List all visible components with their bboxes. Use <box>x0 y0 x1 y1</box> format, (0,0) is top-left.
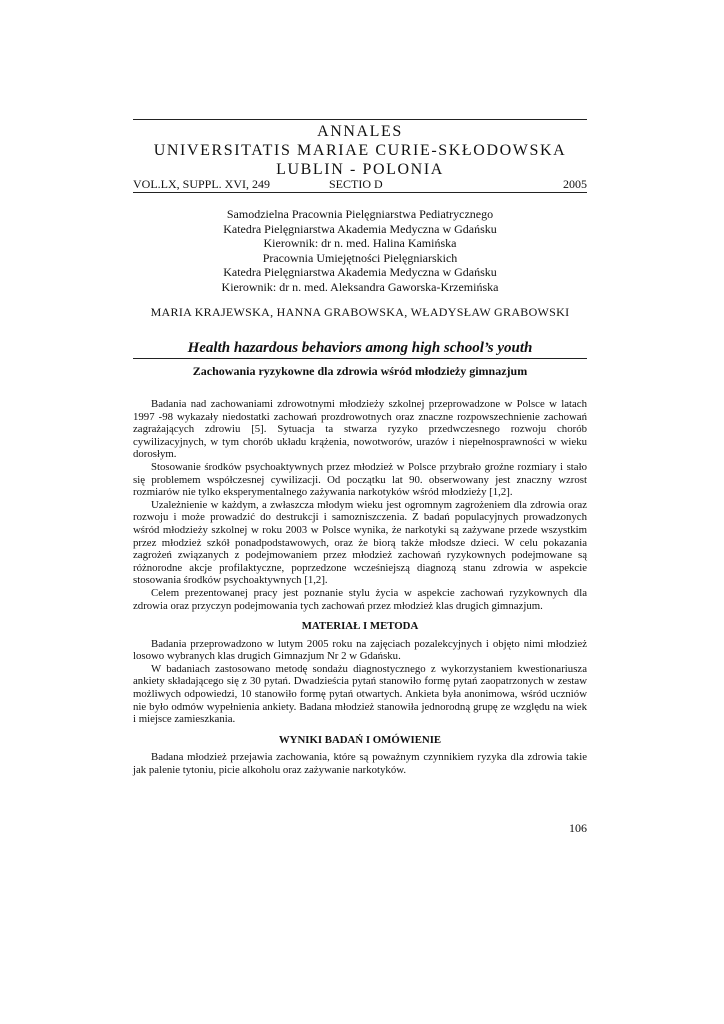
body-paragraph: Uzależnienie w każdym, a zwłaszcza młodym wieku jest ogromnym zagrożeniem dla zdrowia oraz rozwoju i może prowadzić do destrukcji i samozniszczenia. Z badań populacyjnych prowadzonych wśród młodzieży szkolnej w roku 2003 w Polsce wynika, że narkotyki są zażywane przede wszystkim przez młodzież szkół ponadpodstawowych, oraz że biorą także młodsze dzieci. W celu pokazania zagrożeń związanych z podejmowaniem przez młodzież zachowań ryzykownych podejmowane są różnorodne akcje profilaktyczne, poprzedzone wcześniejszą diagnozą stanu zdrowia w aspekcie stosowania środków psychoaktywnych [1,2]. <box>133 498 587 587</box>
body-paragraph: Badana młodzież przejawia zachowania, które są poważnym czynnikiem ryzyka dla zdrowia takie jak palenie tytoniu, picie alkoholu oraz zażywanie narkotyków. <box>133 751 587 777</box>
header-top-rule <box>133 119 587 120</box>
section-heading-results: WYNIKI BADAŃ I OMÓWIENIE <box>278 733 442 746</box>
volume-row <box>133 177 587 191</box>
body-paragraph: Badania nad zachowaniami zdrowotnymi młodzieży szkolnej przeprowadzone w Polsce w latach 1997 -98 wykazały niedostatki zachowań prozdrowotnych oraz znaczne rozpowszechnienie zachowań zagrażających zdrowiu [5]. Sytuacja ta stwarza ryzyko przedwczesnego rozwoju chorób cywilizacyjnych, w tym chorób układu krążenia, nowotworów, urazów i niepełnosprawności w wieku dorosłym. <box>133 398 587 461</box>
journal-line-3: LUBLIN - POLONIA <box>276 161 444 178</box>
authors: MARIA KRAJEWSKA, HANNA GRABOWSKA, WŁADYSŁAW GRABOWSKI <box>150 305 570 319</box>
body-paragraph: Celem prezentowanej pracy jest poznanie stylu życia w aspekcie zachowań ryzykownych dla zdrowia oraz przyczyn podejmowania tych zachowań przez młodzież klas drugich gimnazjum. <box>133 586 587 612</box>
title-rule <box>133 358 587 359</box>
affiliation-line: Pracownia Umiejętności Pielęgniarskich <box>262 250 458 265</box>
article-body <box>133 398 587 777</box>
journal-title <box>133 122 587 179</box>
body-paragraph: Badania przeprowadzono w lutym 2005 roku na zajęciach pozalekcyjnych i objęto nimi młodzież losowo wybranych klas drugich Gimnazjum Nr 2 w Gdańsku. <box>133 637 587 663</box>
volume-info: VOL.LX, SUPPL. XVI, 249 <box>133 177 271 191</box>
title-polish: Zachowania ryzykowne dla zdrowia wśród młodzieży gimnazjum <box>192 364 528 378</box>
title-english: Health hazardous behaviors among high school’s youth <box>187 340 533 356</box>
affiliation-line: Samodzielna Pracownia Pielęgniarstwa Pediatrycznego <box>226 207 494 221</box>
journal-line-1: ANNALES <box>317 123 403 140</box>
body-paragraph: Stosowanie środków psychoaktywnych przez młodzież w Polsce przybrało groźne rozmiary i stało się problemem współczesnej cywilizacji. Od początku lat 90. obserwowany jest znaczny wzrost rozmiarów nie tylko eksperymentalnego zażywania narkotyków wśród młodzieży [1,2]. <box>133 460 587 499</box>
page-number: 106 <box>569 821 587 835</box>
affiliation-line: Kierownik: dr n. med. Halina Kamińska <box>263 236 457 250</box>
section-heading-methods: MATERIAŁ I METODA <box>301 620 419 633</box>
body-paragraph: W badaniach zastosowano metodę sondażu diagnostycznego z wykorzystaniem kwestionariusza ankiety składającego się z 30 pytań. Dwadzieścia pytań stanowiło formę pytań zaopatrzonych w zestaw możliwych odpowiedzi, 10 stanowiło formę pytań otwartych. Ankieta była anonimowa, wśród uczniów nie było odmów wypełnienia ankiety. Badana młodzież stanowiła jednorodną grupę ze względu na wiek i miejsce zamieszkania. <box>133 662 587 726</box>
affiliation-line: Katedra Pielęgniarstwa Akademia Medyczna w Gdańsku <box>223 265 497 279</box>
section-info: SECTIO D <box>329 177 383 191</box>
year-info: 2005 <box>563 177 587 191</box>
header-bottom-rule <box>133 192 587 193</box>
affiliation-line: Kierownik: dr n. med. Aleksandra Gaworska-Krzemińska <box>221 279 499 294</box>
affiliation-line: Katedra Pielęgniarstwa Akademia Medyczna w Gdańsku <box>223 221 497 236</box>
journal-line-2: UNIVERSITATIS MARIAE CURIE-SKŁODOWSKA <box>153 142 567 159</box>
affiliations <box>133 207 587 294</box>
